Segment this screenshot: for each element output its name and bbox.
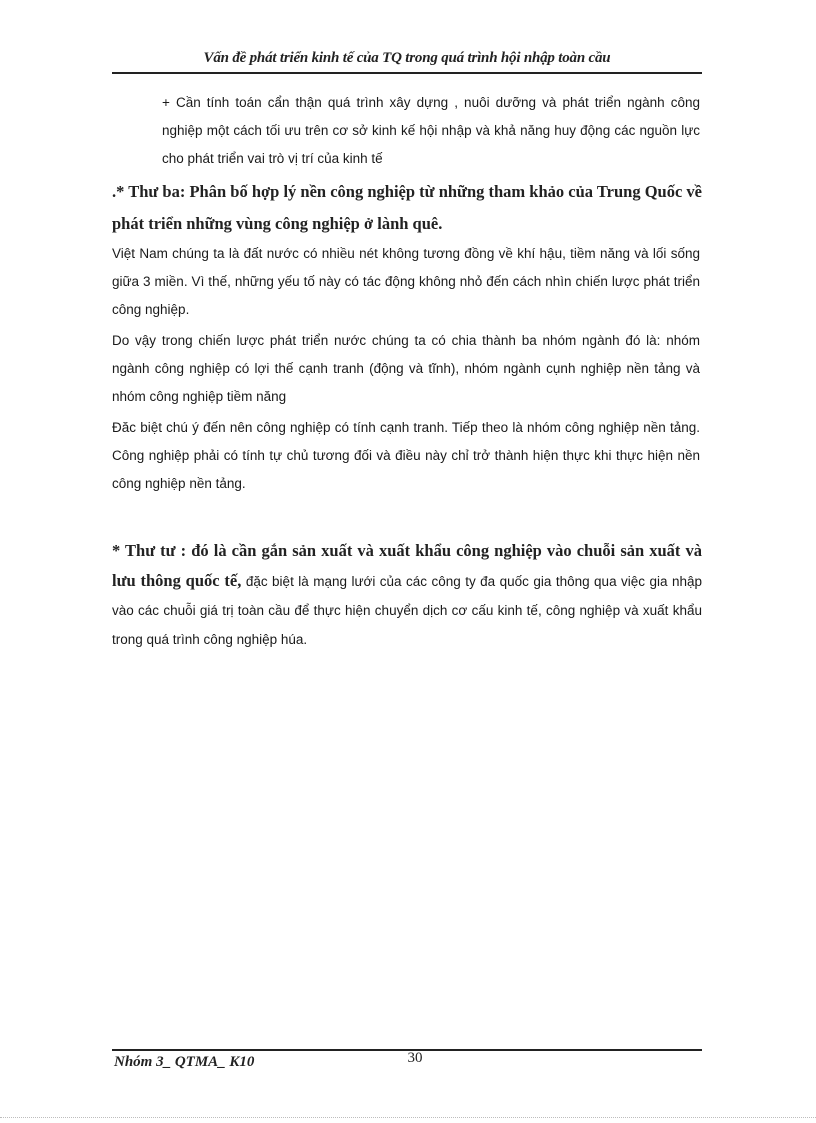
section-fourth (112, 536, 702, 654)
paragraph-competitive-industry: Đăc biệt chú ý đến nên công nghiệp có tính cạnh tranh. Tiếp theo là nhóm công nghiệp nền tảng. Công nghiệp phải có tính tự chủ tương đối và điều này chỉ trở thành hiện thực khi thực hiện nền công nghiệp nền tảng. (112, 420, 700, 491)
page-header-title: Vấn đề phát triển kinh tế của TQ trong quá trình hội nhập toàn cầu (203, 50, 611, 66)
section-fourth-text: đặc biệt là mạng lưới của các công ty đa quốc gia thông qua việc gia nhập vào các chuỗi giá trị toàn cầu để thực hiện chuyển dịch cơ cấu kinh tế, công nghiệp và xuất khẩu trong quá trình công nghiệp húa. (112, 574, 702, 647)
paragraph-industry-groups: Do vậy trong chiến lược phát triển nước chúng ta có chia thành ba nhóm ngành đó là: nhóm ngành công nghiệp có lợi thế cạnh tranh (động và tĩnh), nhóm ngành cụnh nghiệp nền tảng và nhóm công nghiệp tiềm năng (112, 333, 700, 404)
header-divider (112, 72, 702, 74)
section-heading-fourth: * Thư tư : đó là cần gắn sản xuất và xuất khẩu công nghiệp vào chuỗi sản xuất và lưu thông quốc tế, (112, 541, 702, 590)
section-heading-third: .* Thư ba: Phân bố hợp lý nền công nghiệp từ những tham khảo của Trung Quốc về phát triển những vùng công nghiệp ở lành quê. (112, 182, 702, 233)
page-bottom-edge (0, 1117, 816, 1118)
paragraph-regions: Việt Nam chúng ta là đất nước có nhiều nét không tương đồng về khí hậu, tiềm năng và lối sống giữa 3 miền. Vì thế, những yếu tố này có tác động không nhỏ đến cách nhìn chiến lược phát triển công nghiệp. (112, 246, 700, 317)
footer-group-label: Nhóm 3_ QTMA_ K10 (114, 1054, 255, 1070)
page-number: 30 (407, 1050, 423, 1066)
bullet-paragraph: + Cần tính toán cẩn thận quá trình xây dựng , nuôi dưỡng và phát triển ngành công nghiệp một cách tối ưu trên cơ sở kinh kế hội nhập và khả năng huy động các nguồn lực cho phát triển vai trò vị trí của kinh tế (162, 95, 700, 166)
